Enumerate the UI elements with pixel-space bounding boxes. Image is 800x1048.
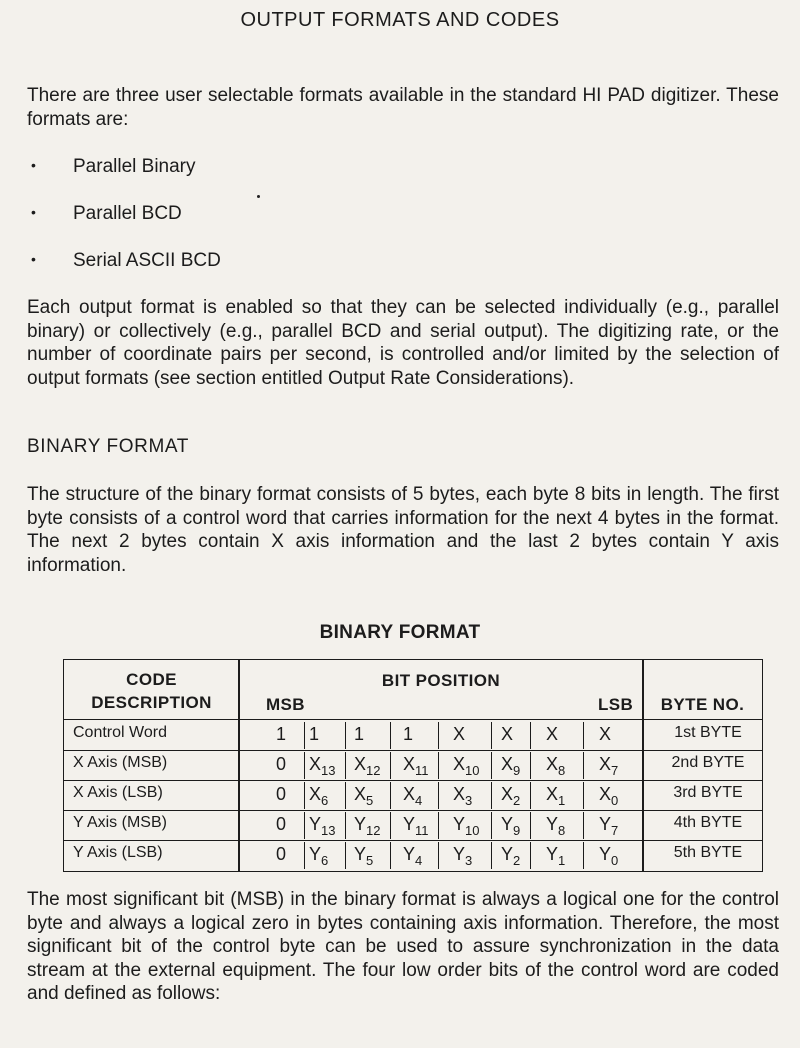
bit-cell: $Y_7$ xyxy=(599,814,619,838)
bit-cell: $Y_8$ xyxy=(546,814,566,838)
intro-paragraph: There are three user selectable formats available in the standard HI PAD digitizer. These formats are: xyxy=(27,85,779,130)
bit-divider xyxy=(530,782,531,809)
bullet-icon: • xyxy=(31,251,36,267)
bit-cell: 0 xyxy=(276,754,287,774)
bit-divider xyxy=(390,752,391,779)
bit-cell: 1 xyxy=(309,724,320,744)
bit-divider xyxy=(491,842,492,869)
bit-cell: $Y_5$ xyxy=(354,844,374,868)
bit-divider xyxy=(390,812,391,839)
bullet-icon: • xyxy=(31,204,36,220)
bit-divider xyxy=(438,752,439,779)
bit-divider xyxy=(304,752,305,779)
bit-cell: $X_2$ xyxy=(501,784,521,808)
bit-cell: $Y_2$ xyxy=(501,844,521,868)
bit-divider xyxy=(438,722,439,749)
bit-divider xyxy=(304,842,305,869)
bit-divider xyxy=(438,782,439,809)
byte-number: 5th BYTE xyxy=(673,844,743,861)
bit-divider xyxy=(438,812,439,839)
format-label: Serial ASCII BCD xyxy=(73,250,221,271)
header-description: DESCRIPTION xyxy=(91,693,212,712)
bit-cell: $Y_1$ xyxy=(546,844,566,868)
bit-divider xyxy=(304,812,305,839)
bit-cell: 0 xyxy=(276,814,287,834)
bit-cell: X xyxy=(453,724,466,744)
row-description: X Axis (LSB) xyxy=(73,784,163,801)
bit-cell: X xyxy=(599,724,612,744)
bit-cell: $Y_0$ xyxy=(599,844,619,868)
header-byte-no: BYTE NO. xyxy=(660,695,745,714)
page-title: OUTPUT FORMATS AND CODES xyxy=(240,9,560,31)
bit-divider xyxy=(345,782,346,809)
row-description: Control Word xyxy=(73,724,167,741)
format-list-item xyxy=(31,201,182,225)
row-divider xyxy=(64,840,762,841)
bit-divider xyxy=(345,812,346,839)
bit-divider xyxy=(583,812,584,839)
bit-divider xyxy=(491,782,492,809)
bit-cell: $Y_6$ xyxy=(309,844,329,868)
bit-divider xyxy=(345,722,346,749)
bit-divider xyxy=(390,842,391,869)
bit-cell: $X_4$ xyxy=(403,784,423,808)
bit-divider xyxy=(583,722,584,749)
bit-cell: $Y_{10}$ xyxy=(453,814,480,838)
bit-cell: $X_7$ xyxy=(599,754,619,778)
stray-mark xyxy=(257,195,260,198)
bit-cell: $X_1$ xyxy=(546,784,566,808)
bit-divider xyxy=(530,812,531,839)
format-list-item xyxy=(31,248,221,272)
bit-cell: $X_3$ xyxy=(453,784,473,808)
header-msb: MSB xyxy=(266,695,305,714)
bit-cell: 0 xyxy=(276,844,287,864)
bit-cell: 1 xyxy=(276,724,287,744)
bit-cell: 1 xyxy=(403,724,414,744)
bullet-icon: • xyxy=(31,157,36,173)
byte-number: 3rd BYTE xyxy=(673,784,743,801)
bit-divider xyxy=(304,782,305,809)
section-heading: BINARY FORMAT xyxy=(27,436,189,457)
bit-cell: $X_8$ xyxy=(546,754,566,778)
bit-divider xyxy=(390,782,391,809)
bit-cell: 1 xyxy=(354,724,365,744)
bit-cell: $X_{12}$ xyxy=(354,754,381,778)
bit-cell: $Y_3$ xyxy=(453,844,473,868)
bit-cell: $X_9$ xyxy=(501,754,521,778)
header-code: CODE xyxy=(126,670,177,689)
table-title: BINARY FORMAT xyxy=(319,622,481,643)
bit-divider xyxy=(438,842,439,869)
byte-number: 2nd BYTE xyxy=(671,754,745,771)
bit-cell: $Y_4$ xyxy=(403,844,423,868)
bit-cell: $X_6$ xyxy=(309,784,329,808)
bit-divider xyxy=(491,722,492,749)
bit-divider xyxy=(583,752,584,779)
row-description: Y Axis (LSB) xyxy=(73,844,163,861)
bit-cell: 0 xyxy=(276,784,287,804)
bit-divider xyxy=(530,842,531,869)
format-label: Parallel Binary xyxy=(73,156,196,177)
table-header xyxy=(64,660,762,720)
bit-divider xyxy=(530,752,531,779)
bit-divider xyxy=(530,722,531,749)
bit-divider xyxy=(390,722,391,749)
row-description: X Axis (MSB) xyxy=(73,754,168,771)
bit-cell: $X_{13}$ xyxy=(309,754,336,778)
bit-cell: $Y_{11}$ xyxy=(403,814,429,838)
bit-cell: $Y_{13}$ xyxy=(309,814,336,838)
byte-number: 1st BYTE xyxy=(674,724,742,741)
bit-divider xyxy=(583,782,584,809)
bit-cell: $Y_{12}$ xyxy=(354,814,381,838)
row-divider xyxy=(64,750,762,751)
bit-cell: $X_5$ xyxy=(354,784,374,808)
bit-divider xyxy=(345,752,346,779)
row-description: Y Axis (MSB) xyxy=(73,814,167,831)
bit-cell: X xyxy=(501,724,514,744)
byte-number: 4th BYTE xyxy=(673,814,743,831)
bit-divider xyxy=(583,842,584,869)
output-format-paragraph: Each output format is enabled so that they can be selected individually (e.g., parallel binary) or collectively (e.g., parallel BCD and serial output). The digitizing rate, or the number of coordinate pairs per second, is controlled and/or limited by the selection of output formats (see section entitled Output Rate Considerations). xyxy=(27,297,779,389)
bit-cell: X xyxy=(546,724,559,744)
bit-divider xyxy=(304,722,305,749)
format-label: Parallel BCD xyxy=(73,203,182,224)
bit-divider xyxy=(345,842,346,869)
bit-divider xyxy=(491,812,492,839)
bit-cell: $X_{11}$ xyxy=(403,754,429,778)
bit-divider xyxy=(491,752,492,779)
msb-paragraph: The most significant bit (MSB) in the binary format is always a logical one for the control byte and always a logical zero in bytes containing axis information. Therefore, the most significant bit of the control byte can be used to assure synchronization in the data stream at the external equipment. The four low order bits of the control word are coded and defined as follows: xyxy=(27,889,779,1004)
bit-cell: $X_{10}$ xyxy=(453,754,480,778)
bit-cell: $Y_9$ xyxy=(501,814,521,838)
binary-structure-paragraph: The structure of the binary format consists of 5 bytes, each byte 8 bits in length. The first byte consists of a control word that carries information for the next 4 bytes in the format. The next 2 bytes contain X axis information and the last 2 bytes contain Y axis information. xyxy=(27,484,779,576)
bit-cell: $X_0$ xyxy=(599,784,619,808)
row-divider xyxy=(64,780,762,781)
format-list-item xyxy=(31,154,196,178)
header-bit-position: BIT POSITION xyxy=(381,671,501,690)
header-lsb: LSB xyxy=(598,695,634,714)
binary-format-table xyxy=(63,659,763,872)
row-divider xyxy=(64,810,762,811)
